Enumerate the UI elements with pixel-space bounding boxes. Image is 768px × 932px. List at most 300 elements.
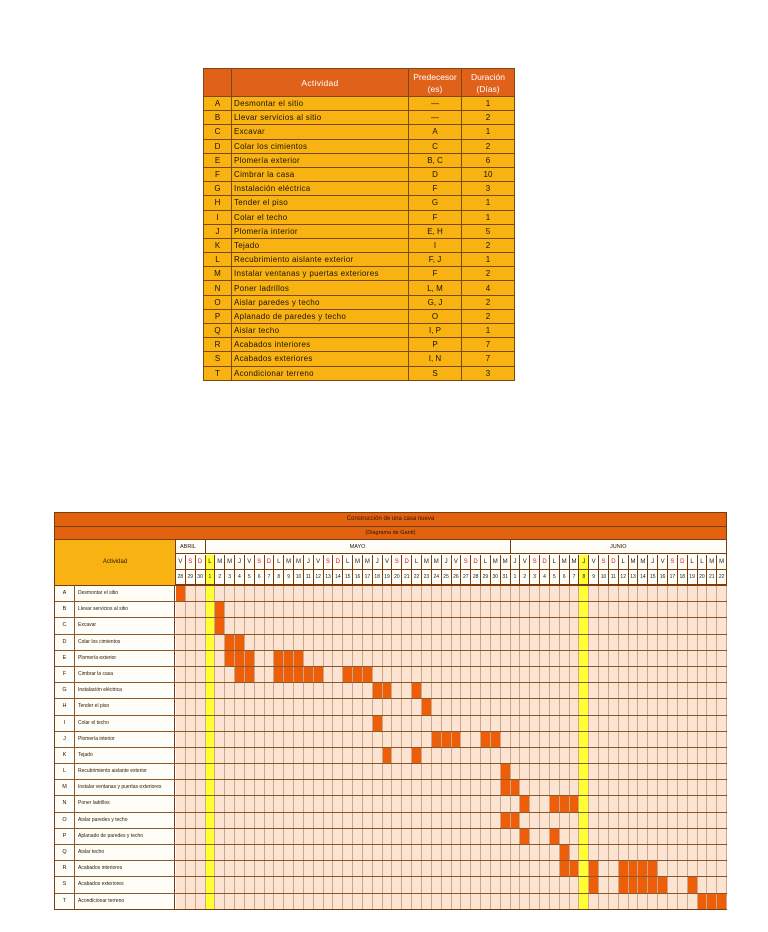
- gantt-cell: [648, 748, 658, 763]
- gantt-cell: [678, 845, 688, 860]
- gantt-cell: [176, 877, 186, 892]
- gantt-cell: [196, 651, 206, 666]
- activity-id: G: [204, 182, 232, 196]
- gantt-weekday-label: S: [530, 555, 540, 570]
- gantt-bar-segment: [235, 667, 245, 682]
- gantt-calendar-header: [176, 540, 727, 585]
- gantt-cell: [658, 796, 668, 811]
- gantt-day-number: 20: [698, 570, 708, 585]
- gantt-cell: [589, 732, 599, 747]
- gantt-cell: [589, 748, 599, 763]
- gantt-cell: [383, 796, 393, 811]
- gantt-cell: [255, 829, 265, 844]
- gantt-cell: [688, 764, 698, 779]
- gantt-cell: [540, 845, 550, 860]
- gantt-row-id: I: [55, 716, 75, 731]
- gantt-cell: [570, 635, 580, 650]
- gantt-cell: [176, 845, 186, 860]
- activity-duration: 2: [462, 139, 515, 153]
- gantt-day-number: 31: [501, 570, 511, 585]
- gantt-cell: [265, 667, 275, 682]
- gantt-cell: [619, 845, 629, 860]
- gantt-cell: [353, 683, 363, 698]
- gantt-cell: [599, 748, 609, 763]
- activity-predecessor: O: [409, 309, 462, 323]
- gantt-cell: [589, 683, 599, 698]
- gantt-cell: [481, 716, 491, 731]
- gantt-cell: [570, 651, 580, 666]
- gantt-cell: [333, 667, 343, 682]
- gantt-cell: [284, 764, 294, 779]
- gantt-cell: [373, 651, 383, 666]
- gantt-cell: [304, 796, 314, 811]
- gantt-highlight-cell: [579, 699, 589, 714]
- gantt-cell: [422, 796, 432, 811]
- gantt-cell: [333, 699, 343, 714]
- gantt-cell: [471, 716, 481, 731]
- gantt-cell: [589, 586, 599, 601]
- gantt-weekday-label: L: [412, 555, 422, 570]
- gantt-cell: [265, 683, 275, 698]
- gantt-cell: [658, 683, 668, 698]
- gantt-cell: [255, 813, 265, 828]
- gantt-cell: [412, 651, 422, 666]
- gantt-cell: [678, 877, 688, 892]
- gantt-cell: [314, 796, 324, 811]
- gantt-cell: [402, 780, 412, 795]
- gantt-bar-segment: [225, 651, 235, 666]
- gantt-weekday-label: D: [678, 555, 688, 570]
- gantt-cell: [452, 829, 462, 844]
- gantt-bar-segment: [589, 861, 599, 876]
- gantt-cell: [658, 667, 668, 682]
- gantt-cell: [570, 699, 580, 714]
- gantt-cell: [501, 586, 511, 601]
- gantt-cell: [225, 683, 235, 698]
- gantt-bar-segment: [176, 586, 186, 601]
- gantt-cell: [629, 586, 639, 601]
- gantt-cell: [717, 602, 727, 617]
- gantt-cell: [442, 586, 452, 601]
- gantt-cell: [304, 845, 314, 860]
- gantt-cell: [373, 877, 383, 892]
- gantt-cell: [678, 732, 688, 747]
- gantt-cell: [324, 667, 334, 682]
- gantt-cell: [412, 764, 422, 779]
- gantt-bar-segment: [619, 861, 629, 876]
- gantt-cell: [373, 635, 383, 650]
- activity-duration: 1: [462, 97, 515, 111]
- gantt-cell: [265, 845, 275, 860]
- gantt-cell: [501, 651, 511, 666]
- gantt-cell: [540, 829, 550, 844]
- gantt-cell: [333, 586, 343, 601]
- gantt-weekday-label: M: [717, 555, 727, 570]
- gantt-cell: [698, 586, 708, 601]
- gantt-cell: [363, 716, 373, 731]
- gantt-cell: [363, 796, 373, 811]
- gantt-cell: [333, 861, 343, 876]
- gantt-weekday-label: S: [324, 555, 334, 570]
- gantt-cell: [668, 780, 678, 795]
- gantt-cell: [560, 602, 570, 617]
- gantt-cell: [501, 699, 511, 714]
- activity-name: Recubrimiento aislante exterior: [232, 253, 409, 267]
- gantt-cell: [550, 683, 560, 698]
- gantt-cell: [452, 845, 462, 860]
- gantt-cell: [324, 732, 334, 747]
- gantt-cell: [343, 699, 353, 714]
- gantt-cell: [540, 651, 550, 666]
- gantt-cell: [353, 732, 363, 747]
- gantt-cell: [540, 877, 550, 892]
- activity-duration: 5: [462, 224, 515, 238]
- gantt-cell: [698, 716, 708, 731]
- gantt-cell: [265, 716, 275, 731]
- activity-id: N: [204, 281, 232, 295]
- gantt-cell: [609, 813, 619, 828]
- gantt-cell: [176, 683, 186, 698]
- gantt-cell: [314, 780, 324, 795]
- gantt-day-number: 14: [333, 570, 343, 585]
- gantt-cell: [255, 699, 265, 714]
- gantt-weekday-label: M: [491, 555, 501, 570]
- gantt-cell: [481, 829, 491, 844]
- gantt-cell: [698, 829, 708, 844]
- gantt-cell: [245, 635, 255, 650]
- gantt-cell: [471, 877, 481, 892]
- gantt-cell: [520, 618, 530, 633]
- gantt-cell: [638, 796, 648, 811]
- gantt-cell: [599, 602, 609, 617]
- activity-name: Desmontar el sitio: [232, 97, 409, 111]
- activity-predecessor: —: [409, 111, 462, 125]
- gantt-cell: [412, 894, 422, 909]
- gantt-weekday-label: L: [343, 555, 353, 570]
- gantt-cell: [383, 894, 393, 909]
- gantt-cell: [196, 780, 206, 795]
- gantt-cell: [392, 602, 402, 617]
- gantt-cell: [609, 602, 619, 617]
- gantt-cell: [648, 602, 658, 617]
- gantt-cell: [629, 635, 639, 650]
- gantt-cell: [186, 716, 196, 731]
- gantt-cell: [599, 845, 609, 860]
- gantt-row-name: Acabados interiores: [75, 861, 175, 876]
- gantt-cell: [540, 764, 550, 779]
- gantt-cell: [284, 635, 294, 650]
- gantt-cell: [511, 764, 521, 779]
- gantt-cell: [638, 586, 648, 601]
- gantt-cell: [629, 796, 639, 811]
- gantt-cell: [343, 813, 353, 828]
- gantt-cell: [402, 683, 412, 698]
- gantt-cell: [668, 845, 678, 860]
- gantt-bar-segment: [412, 683, 422, 698]
- gantt-cell: [520, 635, 530, 650]
- gantt-cell: [245, 716, 255, 731]
- gantt-cell: [481, 683, 491, 698]
- gantt-cell: [511, 877, 521, 892]
- gantt-cell: [392, 764, 402, 779]
- gantt-cell: [648, 894, 658, 909]
- gantt-cell: [491, 667, 501, 682]
- gantt-cell: [324, 877, 334, 892]
- gantt-cell: [383, 699, 393, 714]
- gantt-bar-segment: [688, 877, 698, 892]
- gantt-cell: [589, 618, 599, 633]
- activity-name: Tender el piso: [232, 196, 409, 210]
- gantt-weekday-label: V: [176, 555, 186, 570]
- gantt-cell: [265, 877, 275, 892]
- activity-duration: 7: [462, 352, 515, 366]
- gantt-cell: [471, 764, 481, 779]
- gantt-row-name: Desmontar el sitio: [75, 586, 175, 601]
- gantt-cell: [668, 764, 678, 779]
- gantt-cell: [471, 651, 481, 666]
- gantt-day-number: 21: [707, 570, 717, 585]
- gantt-cell: [284, 618, 294, 633]
- gantt-cell: [412, 618, 422, 633]
- gantt-cell: [176, 651, 186, 666]
- gantt-cell: [432, 618, 442, 633]
- gantt-cell: [432, 780, 442, 795]
- gantt-row-name: Acondicionar terreno: [75, 894, 175, 909]
- gantt-cell: [304, 699, 314, 714]
- gantt-cell: [324, 683, 334, 698]
- gantt-cell: [629, 683, 639, 698]
- gantt-cell: [324, 845, 334, 860]
- gantt-row-timeline: [176, 845, 727, 860]
- gantt-cell: [265, 780, 275, 795]
- gantt-cell: [333, 748, 343, 763]
- gantt-cell: [540, 861, 550, 876]
- activity-id: O: [204, 295, 232, 309]
- gantt-cell: [540, 716, 550, 731]
- activity-name: Colar el techo: [232, 210, 409, 224]
- gantt-cell: [235, 602, 245, 617]
- activity-id: Q: [204, 324, 232, 338]
- gantt-bar-segment: [638, 877, 648, 892]
- gantt-cell: [255, 602, 265, 617]
- gantt-cell: [314, 877, 324, 892]
- gantt-cell: [560, 748, 570, 763]
- gantt-weekday-label: S: [186, 555, 196, 570]
- gantt-cell: [225, 796, 235, 811]
- gantt-weekday-label: M: [353, 555, 363, 570]
- gantt-cell: [678, 764, 688, 779]
- gantt-highlight-cell: [206, 780, 216, 795]
- gantt-cell: [324, 813, 334, 828]
- gantt-weekday-label: D: [265, 555, 275, 570]
- gantt-cell: [698, 748, 708, 763]
- gantt-row-id: B: [55, 602, 75, 617]
- gantt-cell: [668, 732, 678, 747]
- gantt-cell: [520, 651, 530, 666]
- gantt-cell: [324, 796, 334, 811]
- gantt-cell: [648, 586, 658, 601]
- gantt-cell: [658, 829, 668, 844]
- gantt-cell: [638, 635, 648, 650]
- gantt-cell: [530, 845, 540, 860]
- gantt-row-name: Plomería exterior: [75, 651, 175, 666]
- gantt-cell: [491, 618, 501, 633]
- gantt-cell: [353, 813, 363, 828]
- gantt-cell: [550, 602, 560, 617]
- gantt-cell: [442, 748, 452, 763]
- gantt-cell: [648, 716, 658, 731]
- activity-name: Poner ladrillos: [232, 281, 409, 295]
- gantt-bar-segment: [589, 877, 599, 892]
- gantt-cell: [678, 618, 688, 633]
- gantt-bar-segment: [511, 813, 521, 828]
- header-duration-line1: Duración: [470, 71, 506, 82]
- gantt-cell: [432, 651, 442, 666]
- gantt-day-number: 16: [353, 570, 363, 585]
- gantt-cell: [501, 748, 511, 763]
- gantt-cell: [698, 813, 708, 828]
- gantt-cell: [225, 877, 235, 892]
- gantt-cell: [471, 683, 481, 698]
- gantt-cell: [717, 716, 727, 731]
- gantt-cell: [461, 699, 471, 714]
- header-duration-line2: (Días): [476, 83, 500, 94]
- gantt-row-name: Llevar servicios al sitio: [75, 602, 175, 617]
- gantt-weekday-label: S: [461, 555, 471, 570]
- activity-predecessor: G: [409, 196, 462, 210]
- gantt-cell: [599, 813, 609, 828]
- gantt-cell: [314, 683, 324, 698]
- gantt-cell: [530, 635, 540, 650]
- gantt-cell: [678, 683, 688, 698]
- gantt-cell: [363, 732, 373, 747]
- gantt-cell: [442, 683, 452, 698]
- gantt-cell: [265, 861, 275, 876]
- gantt-cell: [235, 732, 245, 747]
- gantt-cell: [265, 602, 275, 617]
- gantt-highlight-cell: [206, 667, 216, 682]
- gantt-cell: [265, 651, 275, 666]
- gantt-cell: [707, 813, 717, 828]
- activity-id: P: [204, 309, 232, 323]
- gantt-cell: [619, 732, 629, 747]
- gantt-cell: [629, 813, 639, 828]
- gantt-cell: [619, 618, 629, 633]
- gantt-cell: [314, 845, 324, 860]
- gantt-cell: [294, 829, 304, 844]
- activity-id: M: [204, 267, 232, 281]
- gantt-highlight-cell: [206, 716, 216, 731]
- gantt-cell: [550, 813, 560, 828]
- gantt-cell: [629, 602, 639, 617]
- gantt-cell: [324, 780, 334, 795]
- gantt-weekday-label: M: [638, 555, 648, 570]
- gantt-cell: [619, 699, 629, 714]
- gantt-cell: [501, 716, 511, 731]
- gantt-cell: [324, 635, 334, 650]
- gantt-weekday-label: S: [668, 555, 678, 570]
- activity-row: [204, 352, 515, 366]
- gantt-cell: [717, 829, 727, 844]
- gantt-row-name: Colar los cimientos: [75, 635, 175, 650]
- gantt-cell: [668, 651, 678, 666]
- gantt-cell: [540, 813, 550, 828]
- gantt-cell: [511, 618, 521, 633]
- gantt-cell: [333, 683, 343, 698]
- gantt-cell: [343, 586, 353, 601]
- gantt-day-number: 10: [294, 570, 304, 585]
- gantt-cell: [196, 732, 206, 747]
- gantt-highlight-cell: [206, 618, 216, 633]
- gantt-cell: [471, 813, 481, 828]
- gantt-row-timeline: [176, 635, 727, 650]
- activity-predecessor: F, J: [409, 253, 462, 267]
- gantt-cell: [304, 618, 314, 633]
- gantt-cell: [461, 651, 471, 666]
- gantt-cell: [707, 748, 717, 763]
- gantt-cell: [599, 764, 609, 779]
- gantt-day-number: 22: [717, 570, 727, 585]
- gantt-cell: [491, 716, 501, 731]
- gantt-row-id: T: [55, 894, 75, 909]
- gantt-cell: [530, 683, 540, 698]
- gantt-cell: [638, 748, 648, 763]
- gantt-cell: [609, 618, 619, 633]
- gantt-cell: [383, 732, 393, 747]
- gantt-weekday-label: S: [255, 555, 265, 570]
- gantt-cell: [550, 651, 560, 666]
- gantt-cell: [442, 796, 452, 811]
- gantt-cell: [324, 699, 334, 714]
- gantt-cell: [304, 877, 314, 892]
- activity-row: [204, 111, 515, 125]
- gantt-cell: [383, 780, 393, 795]
- gantt-cell: [196, 796, 206, 811]
- gantt-cell: [461, 586, 471, 601]
- gantt-row-timeline: [176, 813, 727, 828]
- gantt-cell: [245, 829, 255, 844]
- gantt-cell: [452, 764, 462, 779]
- gantt-cell: [658, 748, 668, 763]
- gantt-cell: [353, 716, 363, 731]
- gantt-highlight-cell: [206, 829, 216, 844]
- gantt-cell: [294, 796, 304, 811]
- gantt-cell: [629, 764, 639, 779]
- gantt-cell: [225, 861, 235, 876]
- gantt-cell: [422, 748, 432, 763]
- gantt-cell: [678, 586, 688, 601]
- gantt-weekday-label: M: [294, 555, 304, 570]
- gantt-cell: [186, 829, 196, 844]
- gantt-weekday-label: M: [570, 555, 580, 570]
- gantt-cell: [284, 829, 294, 844]
- gantt-row-id: N: [55, 796, 75, 811]
- gantt-cell: [284, 845, 294, 860]
- gantt-cell: [333, 651, 343, 666]
- gantt-cell: [314, 764, 324, 779]
- gantt-row-timeline: [176, 602, 727, 617]
- gantt-weekday-label: D: [471, 555, 481, 570]
- gantt-cell: [215, 732, 225, 747]
- gantt-cell: [402, 716, 412, 731]
- gantt-cell: [530, 796, 540, 811]
- gantt-weekday-label: S: [599, 555, 609, 570]
- gantt-cell: [560, 667, 570, 682]
- gantt-cell: [333, 780, 343, 795]
- gantt-cell: [471, 618, 481, 633]
- gantt-cell: [520, 877, 530, 892]
- gantt-cell: [343, 764, 353, 779]
